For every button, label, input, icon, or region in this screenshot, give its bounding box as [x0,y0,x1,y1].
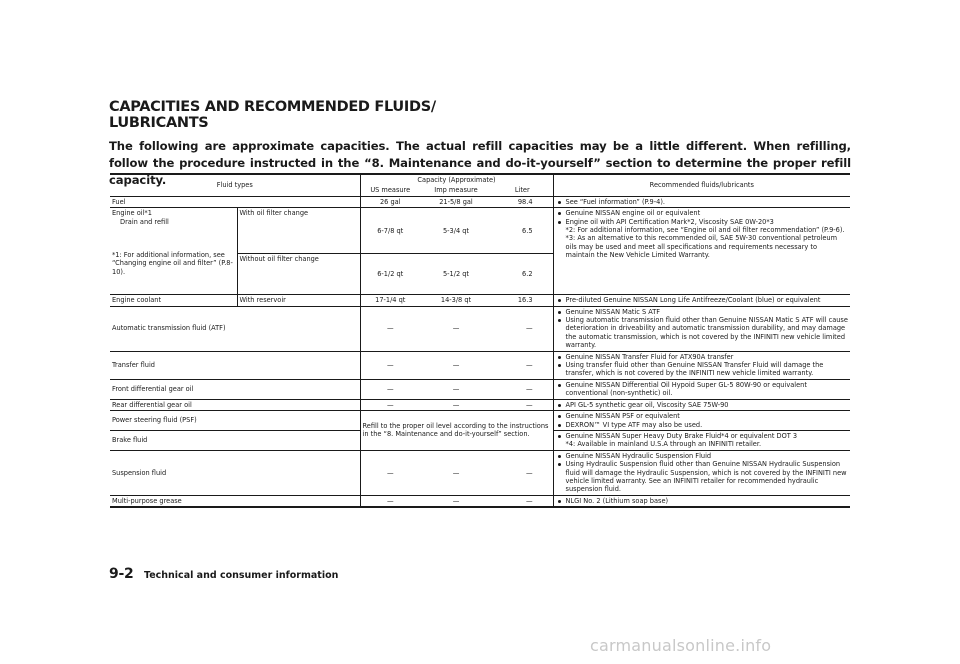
with-filter-imp: 5-3/4 qt [420,208,492,254]
refill-note: Refill to the proper oil level according to the instructions in the “8. Maintenance and do-it-yourself” section. [360,411,553,451]
header-us-measure: US measure [370,186,411,195]
header-imp-measure: Imp measure [434,186,478,195]
header-liter: Liter [492,185,553,196]
rear-diff-name: Rear differential gear oil [110,399,360,410]
row-coolant [110,295,850,306]
row-atf [110,306,850,351]
atf-us: — [360,306,420,351]
row-transfer [110,351,850,379]
coolant-liter: 16.3 [492,295,553,306]
row-engine-oil-with-filter [110,208,850,254]
rear-diff-imp: — [420,399,492,410]
transfer-rec: Genuine NISSAN Transfer Fluid for ATX90A transfer Using transfer fluid other than Genuine NISSAN Transfer Fluid will damage the transfer, which is not covered by the INFINITI new vehicle limited warranty. [553,351,850,379]
coolant-imp: 14-3/8 qt [420,295,492,306]
rear-diff-liter: — [492,399,553,410]
coolant-sub: With reservoir [237,295,360,306]
grease-us: — [360,495,420,507]
without-filter-us: 6-1/2 qt [360,254,420,295]
transfer-imp: — [420,351,492,379]
transfer-liter: — [492,351,553,379]
atf-rec: Genuine NISSAN Matic S ATF Using automatic transmission fluid other than Genuine NISSAN Matic S ATF will cause deterioration in driveability and automatic transmission durability, and may damage the automatic transmission, which is not covered by the INFINITI new vehicle limited warranty. [553,306,850,351]
row-psf [110,411,850,431]
coolant-name: Engine coolant [110,295,237,306]
rear-diff-us: — [360,399,420,410]
front-diff-us: — [360,379,420,399]
row-rear-diff [110,399,850,410]
header-capacity: Capacity (Approximate) [360,174,553,185]
row-fuel [110,196,850,207]
atf-liter: — [492,306,553,351]
grease-rec: NLGI No. 2 (Lithium soap base) [553,495,850,507]
coolant-rec: Pre-diluted Genuine NISSAN Long Life Antifreeze/Coolant (blue) or equivalent [553,295,850,306]
engine-oil-rec: Genuine NISSAN engine oil or equivalent Engine oil with API Certification Mark*2, Viscosity SAE 0W-20*3 *2: For additional information, see “Engine oil and oil filter recommendation” (P.9-6). *3: As an alternative to this recommended oil, SAE 5W-30 conventional petroleum oils may be used and meet all specifications and requirements necessary to maintain the New Vehicle Limited Warranty. [553,208,850,295]
with-filter-liter: 6.5 [492,208,553,254]
section-name: Technical and consumer information [143,570,339,581]
suspension-name: Suspension fluid [110,450,360,495]
engine-oil-name: Engine oil*1 [112,209,152,218]
header-fluid-types: Fluid types [110,174,360,196]
suspension-imp: — [420,450,492,495]
row-front-diff [110,379,850,399]
watermark: carmanualsonline.info [590,636,772,655]
transfer-us: — [360,351,420,379]
engine-oil-sub: Drain and refill [120,217,169,226]
page-title: CAPACITIES AND RECOMMENDED FLUIDS/ LUBRICANTS [109,99,436,131]
capacities-table [110,173,850,508]
without-filter-liter: 6.2 [492,254,553,295]
without-filter-label: Without oil filter change [237,254,360,295]
page-footer [109,563,338,582]
front-diff-liter: — [492,379,553,399]
fuel-name: Fuel [110,196,360,207]
fuel-imp: 21-5/8 gal [420,196,492,207]
with-filter-us: 6-7/8 qt [360,208,420,254]
brake-name: Brake fluid [110,430,360,450]
page-number: 9-2 [109,566,134,582]
without-filter-imp: 5-1/2 qt [420,254,492,295]
coolant-us: 17-1/4 qt [360,295,420,306]
header-row [110,174,850,185]
suspension-liter: — [492,450,553,495]
brake-rec: Genuine NISSAN Super Heavy Duty Brake Fluid*4 or equivalent DOT 3 *4: Available in mainland U.S.A through an INFINITI retailer. [553,430,850,450]
grease-imp: — [420,495,492,507]
engine-oil-name-cell [110,208,237,295]
intro-paragraph: The following are approximate capacities. The actual refill capacities may be a little different. When refilling, follow the procedure instructed in the “8. Maintenance and do-it-yourself” section to determine the proper refill capacity. [109,139,851,187]
suspension-us: — [360,450,420,495]
front-diff-rec: Genuine NISSAN Differential Oil Hypoid Super GL-5 80W-90 or equivalent conventional (non-synthetic) oil. [553,379,850,399]
row-suspension [110,450,850,495]
grease-liter: — [492,495,553,507]
fuel-rec: See “Fuel information” (P.9-4). [553,196,850,207]
rear-diff-rec: API GL-5 synthetic gear oil, Viscosity SAE 75W-90 [553,399,850,410]
engine-oil-note: *1: For additional information, see “Changing engine oil and filter” (P.8-10). [112,251,233,276]
psf-rec: Genuine NISSAN PSF or equivalent DEXRON™ VI type ATF may also be used. [553,411,850,431]
fuel-liter: 98.4 [492,196,553,207]
front-diff-name: Front differential gear oil [110,379,360,399]
header-recommended: Recommended fluids/lubricants [553,174,850,196]
atf-name: Automatic transmission fluid (ATF) [110,306,360,351]
with-filter-label: With oil filter change [237,208,360,254]
row-grease [110,495,850,507]
front-diff-imp: — [420,379,492,399]
grease-name: Multi-purpose grease [110,495,360,507]
fuel-us: 26 gal [360,196,420,207]
atf-imp: — [420,306,492,351]
transfer-name: Transfer fluid [110,351,360,379]
psf-name: Power steering fluid (PSF) [110,411,360,431]
suspension-rec: Genuine NISSAN Hydraulic Suspension Fluid Using Hydraulic Suspension fluid other than Genuine NISSAN Hydraulic Suspension fluid will damage the Hydraulic Suspension, which is not covered by the INFINITI new vehicle limited warranty. See an INFINITI retailer for recommended hydraulic suspension fluid. [553,450,850,495]
